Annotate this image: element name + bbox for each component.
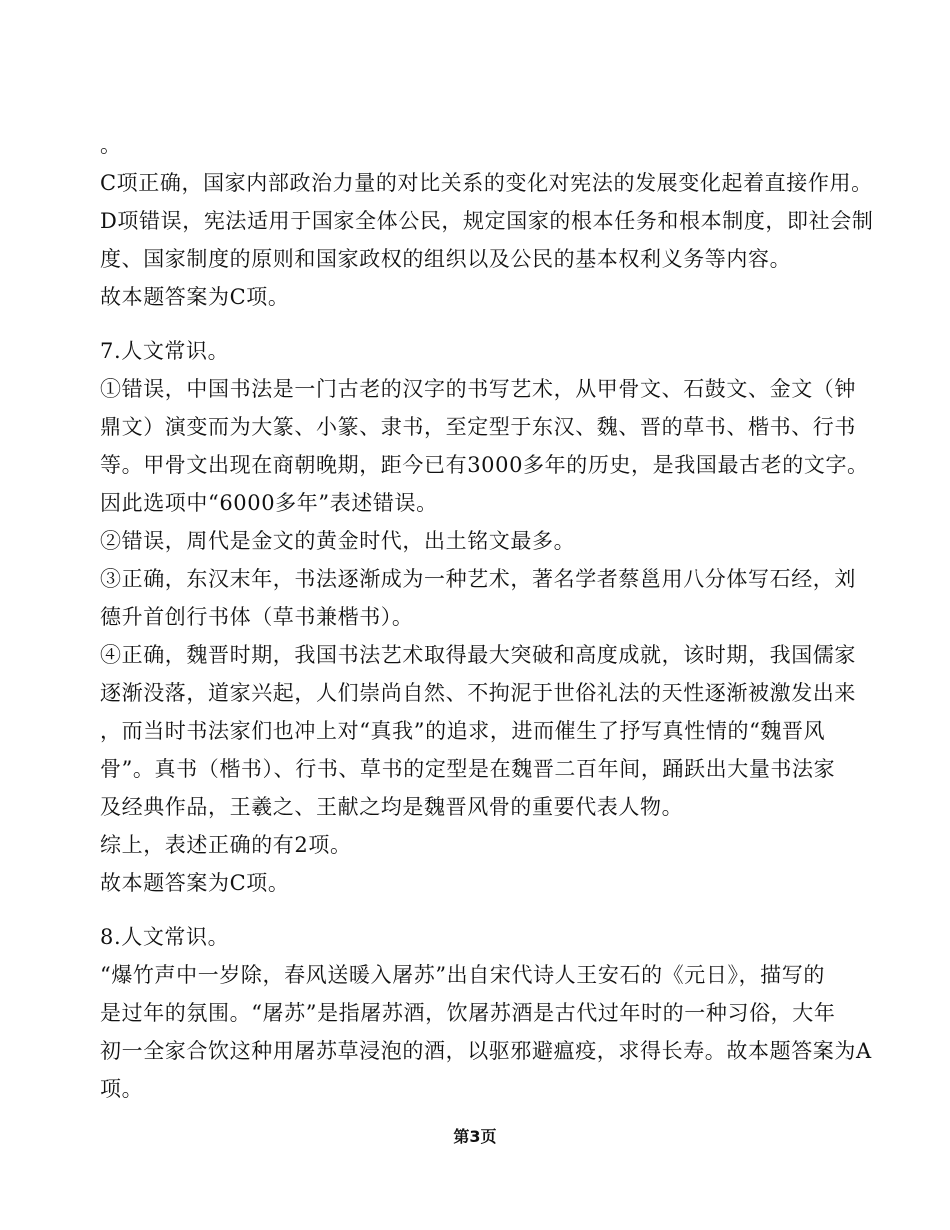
section-q8 xyxy=(100,918,872,1108)
section-gap xyxy=(100,902,860,918)
question-heading: 8.人文常识。 xyxy=(100,925,230,949)
text-line: D项错误，宪法适用于国家全体公民，规定国家的根本任务和根本制度，即社会制 xyxy=(100,209,874,233)
text-line: 及经典作品，王羲之、王献之均是魏晋风骨的重要代表人物。 xyxy=(100,795,684,819)
text-line: ④正确，魏晋时期，我国书法艺术取得最大突破和高度成就，该时期，我国儒家 xyxy=(100,643,856,667)
text-line: 。 xyxy=(100,133,122,157)
text-line: 度、国家制度的原则和国家政权的组织以及公民的基本权利义务等内容。 xyxy=(100,247,792,271)
text-line: ③正确，东汉末年，书法逐渐成为一种艺术，著名学者蔡邕用八分体写石经，刘 xyxy=(100,567,856,591)
text-line: 等。甲骨文出现在商朝晚期，距今已有3000多年的历史，是我国最古老的文字。 xyxy=(100,453,869,477)
section-q6-continued xyxy=(100,126,874,316)
answer-line: 故本题答案为C项。 xyxy=(100,871,290,895)
text-line: 项。 xyxy=(100,1077,144,1101)
text-line: C项正确，国家内部政治力量的对比关系的变化对宪法的发展变化起着直接作用。 xyxy=(100,171,873,195)
text-line: “爆竹声中一岁除，春风送暖入屠苏”出自宋代诗人王安石的《元日》，描写的 xyxy=(100,963,825,987)
text-line: ①错误，中国书法是一门古老的汉字的书写艺术，从甲骨文、石鼓文、金文（钟 xyxy=(100,377,856,401)
section-q7 xyxy=(100,332,869,902)
text-line: ，而当时书法家们也冲上对“真我”的追求，进而催生了抒写真性情的“魏晋风 xyxy=(100,719,826,743)
text-line: 德升首创行书体（草书兼楷书）。 xyxy=(100,605,414,629)
answer-line: 故本题答案为C项。 xyxy=(100,285,290,309)
text-line: 综上，表述正确的有2项。 xyxy=(100,833,352,857)
section-gap xyxy=(100,316,860,332)
document-body xyxy=(100,126,874,1108)
text-line: 是过年的氛围。“屠苏”是指屠苏酒，饮屠苏酒是古代过年时的一种习俗，大年 xyxy=(100,1001,836,1025)
text-line: 因此选项中“6000多年”表述错误。 xyxy=(100,491,438,515)
question-heading: 7.人文常识。 xyxy=(100,339,230,363)
text-line: ②错误，周代是金文的黄金时代，出土铭文最多。 xyxy=(100,529,576,553)
page-number: 第3页 xyxy=(453,1127,497,1146)
text-line: 骨”。真书（楷书）、行书、草书的定型是在魏晋二百年间，踊跃出大量书法家 xyxy=(100,757,836,781)
text-line: 逐渐没落，道家兴起，人们崇尚自然、不拘泥于世俗礼法的天性逐渐被激发出来 xyxy=(100,681,856,705)
text-line: 鼎文）演变而为大篆、小篆、隶书，至定型于东汉、魏、晋的草书、楷书、行书 xyxy=(100,415,856,439)
text-line: 初一全家合饮这种用屠苏草浸泡的酒，以驱邪避瘟疫，求得长寿。故本题答案为A xyxy=(100,1039,872,1063)
